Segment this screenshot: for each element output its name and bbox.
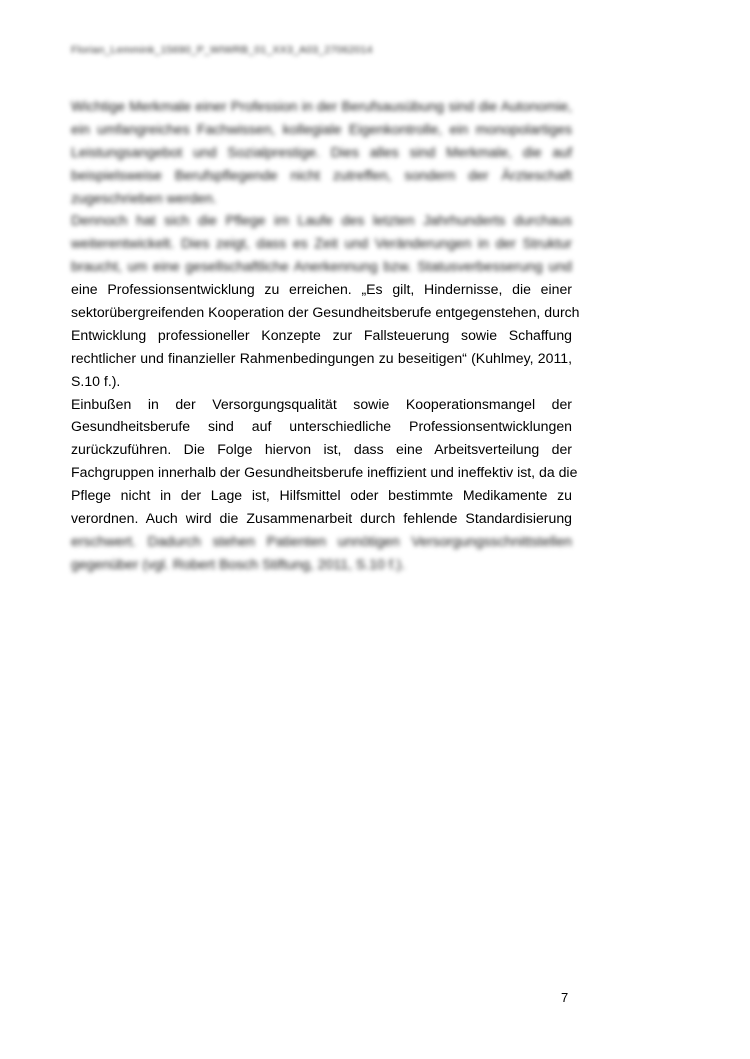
document-header: Florian_Lemmink_15690_P_WIWRB_01_XX3_A03_27062014 [71, 44, 373, 56]
paragraph-1 [71, 95, 572, 209]
text-line: Fachgruppen innerhalb der Gesundheitsberufe ineffizient und ineffektiv ist, da die [71, 464, 578, 481]
text-line: ein umfangreiches Fachwissen, kollegiale Eigenkontrolle, ein monopolartiges [71, 120, 572, 137]
text-line: Einbußen in der Versorgungsqualität sowie Kooperationsmangel der [71, 395, 572, 412]
text-line: braucht, um eine gesellschaftliche Anerkennung bzw. Statusverbesserung und [71, 258, 572, 275]
text-line: beispielsweise Berufspflegende nicht zutreffen, sondern der Ärzteschaft [71, 166, 572, 183]
text-line: Wichtige Merkmale einer Profession in der Berufsausübung sind die Autonomie, [71, 98, 572, 114]
text-line: weiterentwickelt. Dies zeigt, dass es Zeit und Veränderungen in der Struktur [71, 235, 572, 252]
text-line: Pflege nicht in der Lage ist, Hilfsmittel oder bestimmte Medikamente zu [71, 487, 572, 504]
paragraph-3 [71, 393, 578, 576]
page-number: 7 [561, 990, 569, 1005]
text-line: verordnen. Auch wird die Zusammenarbeit durch fehlende Standardisierung [71, 510, 572, 527]
text-line: gegenüber (vgl. Robert Bosch Stiftung, 2011, S.10 f.). [71, 555, 406, 572]
document-body [71, 95, 580, 576]
text-line: rechtlicher und finanzieller Rahmenbedingungen zu beseitigen“ (Kuhlmey, 2011, [71, 349, 572, 366]
text-line: Dennoch hat sich die Pflege im Laufe des letzten Jahrhunderts durchaus [71, 212, 572, 229]
text-line: erschwert. Dadurch stehen Patienten unnötigen Versorgungsschnittstellen [71, 532, 572, 549]
paragraph-2 [71, 209, 580, 392]
text-line: eine Professionsentwicklung zu erreichen. „Es gilt, Hindernisse, die einer [71, 281, 572, 298]
text-line: zurückzuführen. Die Folge hiervon ist, dass eine Arbeitsverteilung der [71, 441, 572, 458]
text-line: Leistungsangebot und Sozialprestige. Dies alles sind Merkmale, die auf [71, 143, 572, 160]
text-line: zugeschrieben werden. [71, 189, 217, 206]
text-line: Entwicklung professioneller Konzepte zur Fallsteuerung sowie Schaffung [71, 326, 572, 343]
text-line: S.10 f.). [71, 372, 121, 389]
text-line: sektorübergreifenden Kooperation der Gesundheitsberufe entgegenstehen, durch [71, 304, 580, 321]
text-line: Gesundheitsberufe sind auf unterschiedliche Professionsentwicklungen [71, 418, 572, 435]
